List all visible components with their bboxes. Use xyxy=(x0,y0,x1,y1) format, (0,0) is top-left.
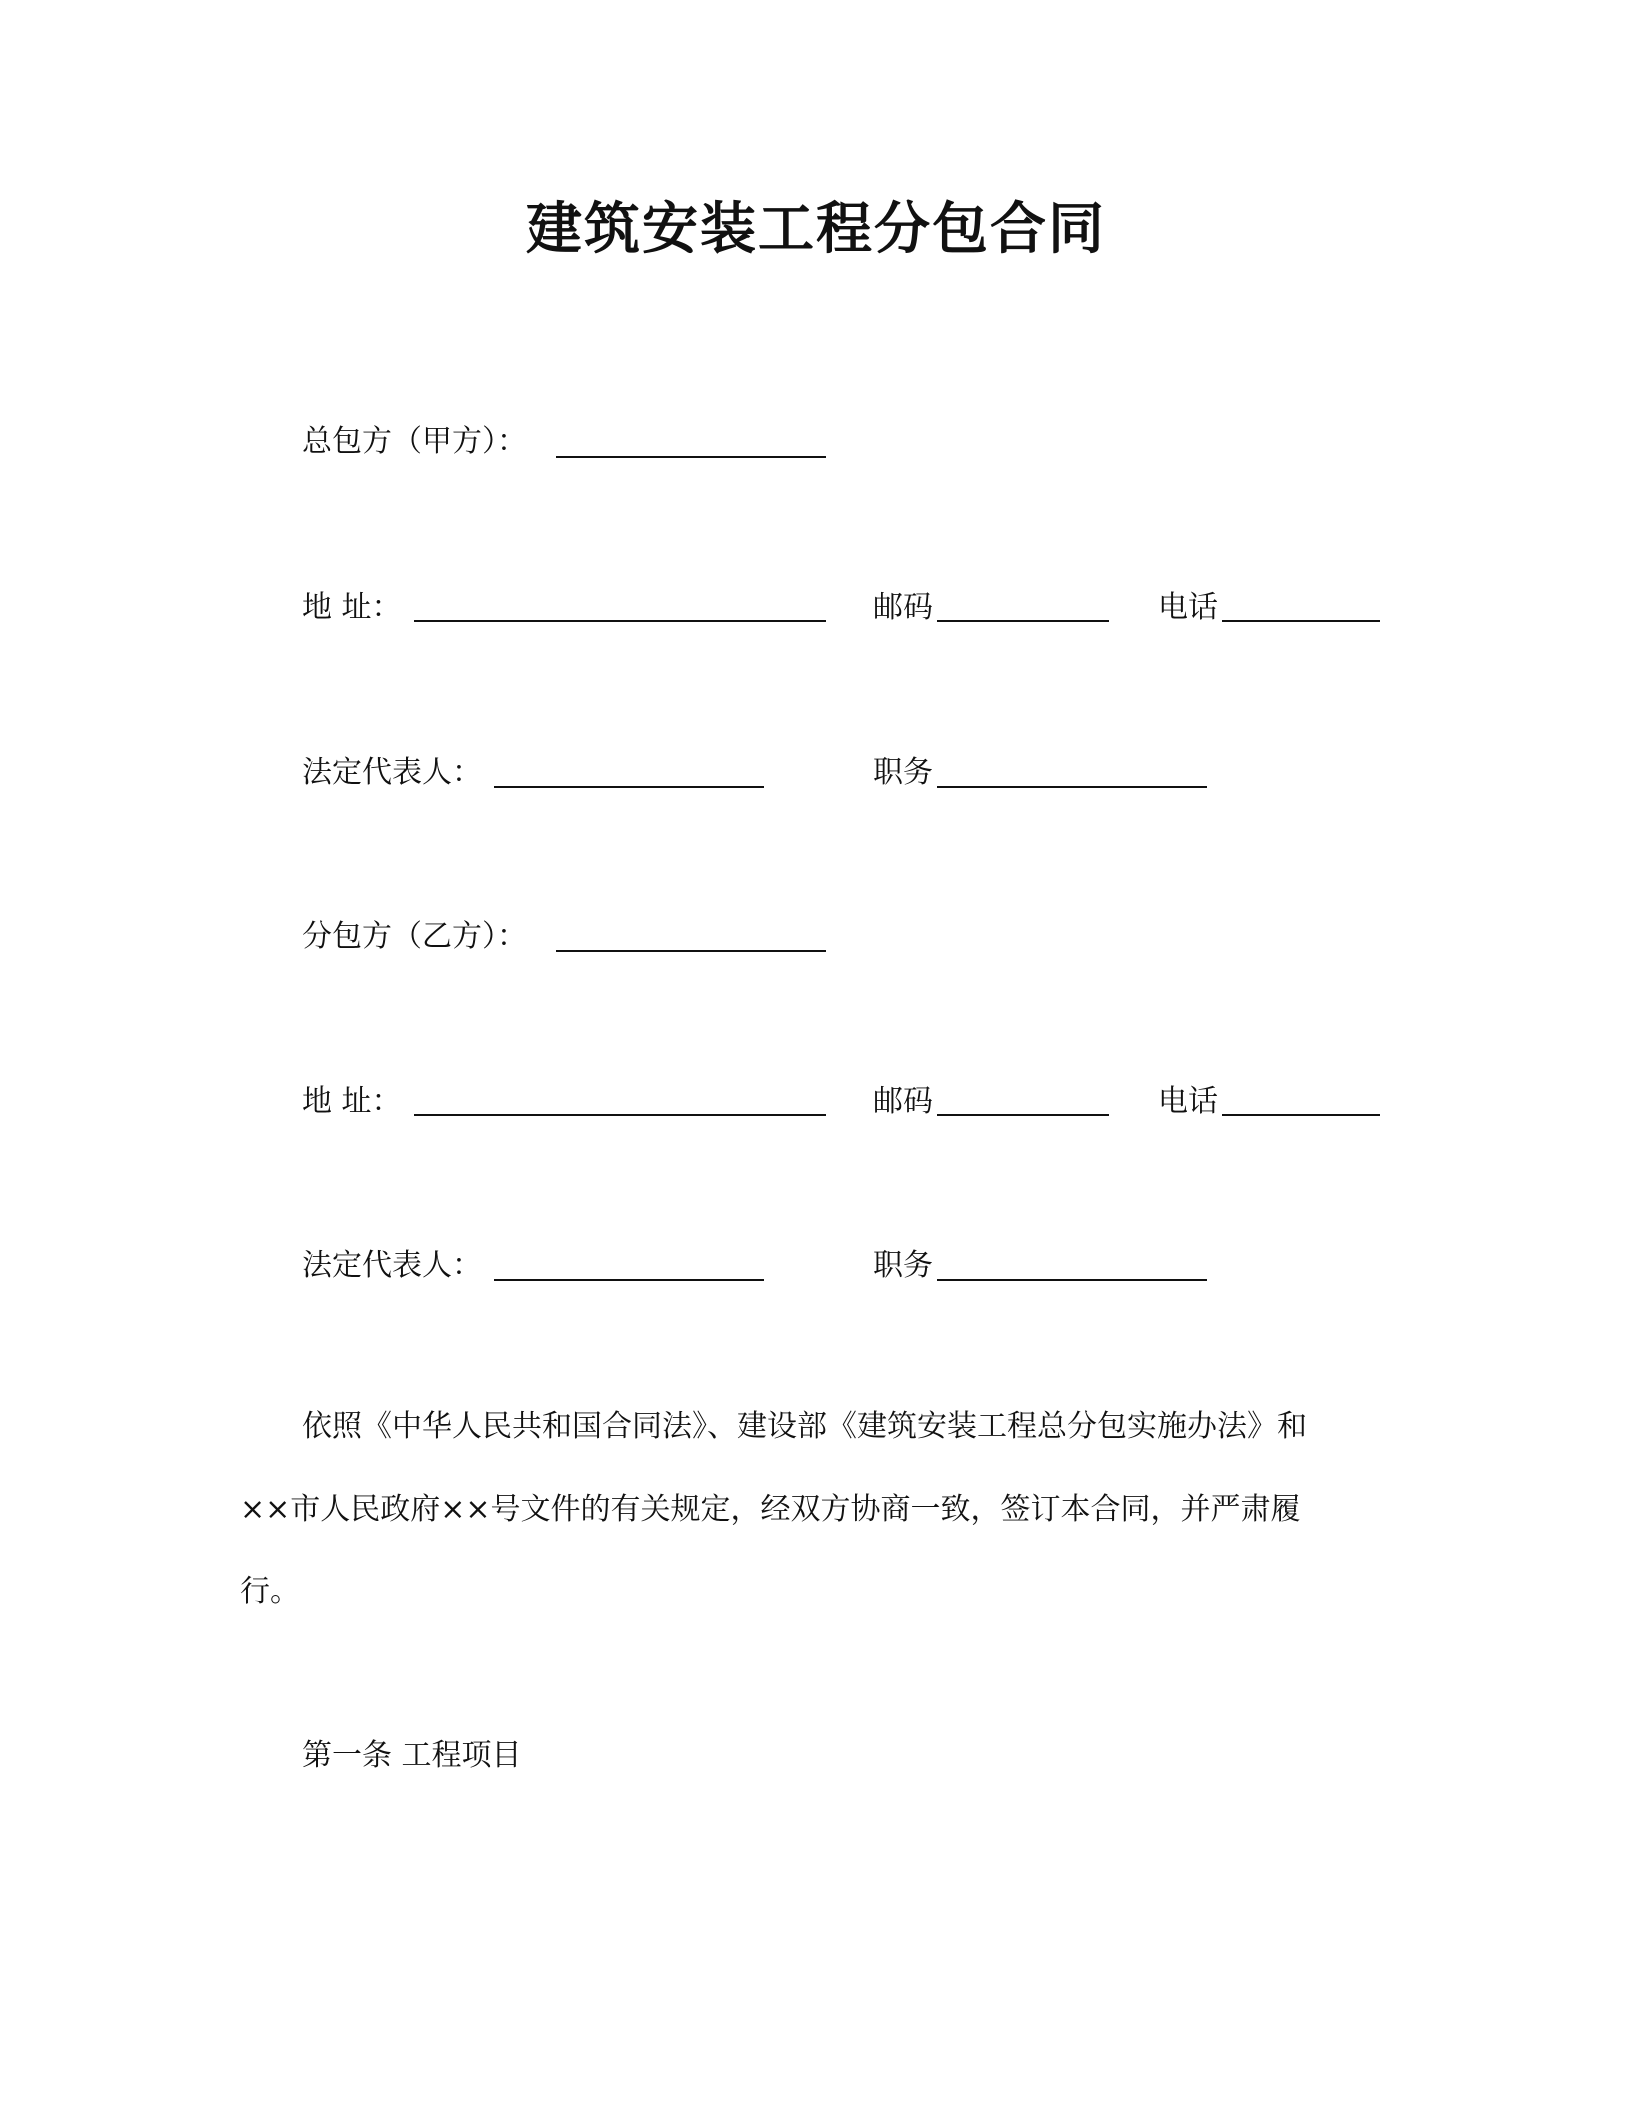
party-a-postcode-label: 邮码 xyxy=(873,590,933,625)
party-a-postcode-blank[interactable] xyxy=(937,620,1109,622)
party-a-address-label: 地 址： xyxy=(302,590,402,625)
party-b-phone-blank[interactable] xyxy=(1222,1114,1380,1116)
intro-line-2: ××市人民政府××号文件的有关规定，经双方协商一致，签订本合同，并严肃履 xyxy=(240,1492,1301,1527)
party-b-phone-label: 电话 xyxy=(1158,1084,1218,1119)
party-a-phone-blank[interactable] xyxy=(1222,620,1380,622)
party-a-address-blank[interactable] xyxy=(414,620,826,622)
party-a-phone-label: 电话 xyxy=(1158,590,1218,625)
document-title: 建筑安装工程分包合同 xyxy=(526,197,1106,262)
intro-line-1: 依照《中华人民共和国合同法》、建设部《建筑安装工程总分包实施办法》和 xyxy=(302,1409,1307,1444)
party-b-position-label: 职务 xyxy=(873,1248,933,1283)
party-b-blank[interactable] xyxy=(556,950,826,952)
party-a-position-label: 职务 xyxy=(873,755,933,790)
party-b-postcode-label: 邮码 xyxy=(873,1084,933,1119)
party-b-rep-label: 法定代表人： xyxy=(302,1248,482,1283)
party-a-rep-blank[interactable] xyxy=(494,786,764,788)
article-1-heading: 第一条 工程项目 xyxy=(302,1738,522,1773)
party-b-address-blank[interactable] xyxy=(414,1114,826,1116)
party-b-address-label: 地 址： xyxy=(302,1084,402,1119)
party-a-position-blank[interactable] xyxy=(937,786,1207,788)
party-b-position-blank[interactable] xyxy=(937,1279,1207,1281)
party-a-blank[interactable] xyxy=(556,456,826,458)
intro-line-3: 行。 xyxy=(240,1574,300,1609)
party-b-postcode-blank[interactable] xyxy=(937,1114,1109,1116)
party-b-rep-blank[interactable] xyxy=(494,1279,764,1281)
party-b-label: 分包方（乙方）： xyxy=(302,919,527,954)
party-a-label: 总包方（甲方）： xyxy=(302,424,527,459)
party-a-rep-label: 法定代表人： xyxy=(302,755,482,790)
